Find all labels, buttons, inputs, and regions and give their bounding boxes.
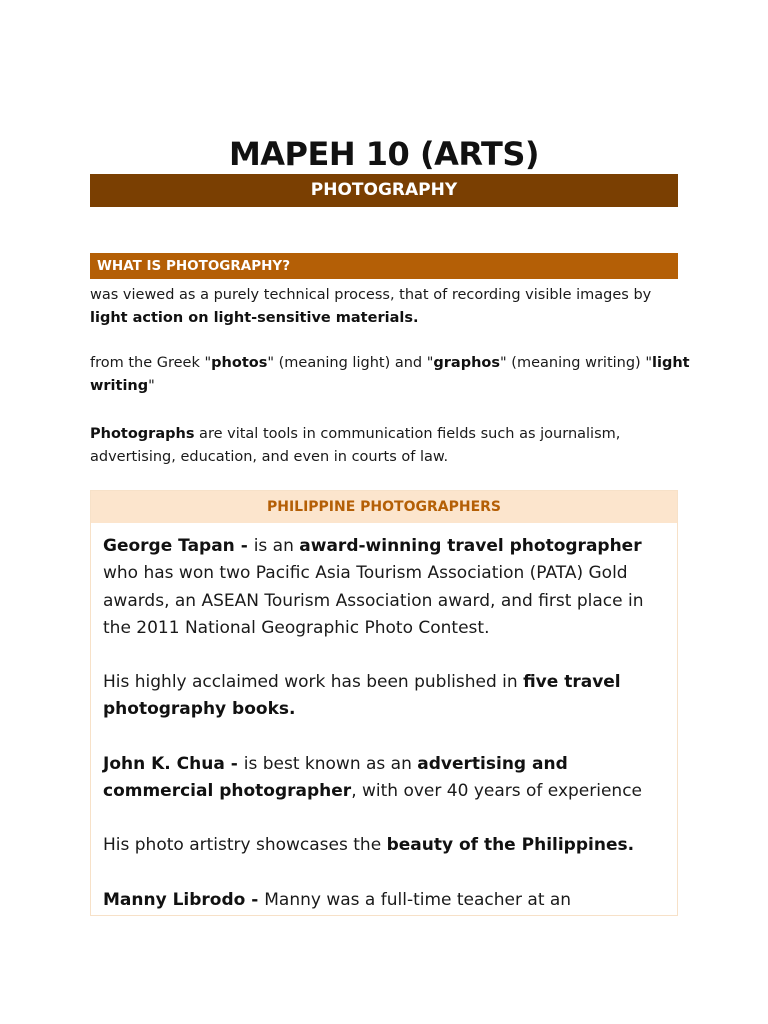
george-bold: award-winning travel photographer <box>299 536 642 556</box>
topic-banner: PHOTOGRAPHY <box>90 174 678 207</box>
george-text-1: is an <box>253 536 300 556</box>
george2-bold: five travel photography books. <box>103 672 621 720</box>
etymology-text-1: from the Greek " <box>90 355 212 371</box>
john-text-1: is best known as an <box>243 753 418 774</box>
george-tapan-paragraph <box>103 533 665 642</box>
photographers-heading: PHILIPPINE PHOTOGRAPHERS <box>91 491 677 523</box>
john-text-2: , with over 40 years of experience <box>351 781 643 802</box>
manny-librodo-name: Manny Librodo - <box>103 889 265 910</box>
manny-text: Manny was a full-time teacher at an <box>264 889 572 910</box>
john-chua-name: John K. Chua - <box>103 753 244 774</box>
etymology-text-4: " <box>148 377 155 394</box>
john-bold: advertising and commercial photographer <box>103 753 568 802</box>
john2-bold: beauty of the Philippines. <box>386 835 635 856</box>
section-heading: WHAT IS PHOTOGRAPHY? <box>90 253 678 279</box>
definition-bold: light action on light-sensitive materials. <box>90 309 419 326</box>
uses-text: are vital tools in communication fields such as journalism, advertising, education, and even in courts of law. <box>90 426 621 465</box>
etymology-graphos: graphos <box>433 355 501 371</box>
etymology-paragraph <box>90 352 690 397</box>
photographers-box <box>90 490 678 916</box>
page-title: MAPEH 10 (ARTS) <box>228 135 540 173</box>
photographers-body <box>91 523 677 914</box>
george-tapan-name: George Tapan - <box>103 536 254 556</box>
etymology-photos: photos <box>211 355 268 371</box>
uses-paragraph <box>90 423 690 468</box>
george-text-2: who has won two Pacific Asia Tourism Association (PATA) Gold awards, an ASEAN Tourism Association award, and first place in the 2011 National Geographic Photo Contest. <box>103 563 644 638</box>
definition-paragraph <box>90 284 690 329</box>
john2-text: His photo artistry showcases the <box>103 835 387 856</box>
etymology-text-3: " (meaning writing) " <box>500 355 652 371</box>
george2-text: His highly acclaimed work has been published in <box>103 672 524 693</box>
definition-text: was viewed as a purely technical process, that of recording visible images by <box>90 287 652 303</box>
etymology-text-2: " (meaning light) and " <box>267 355 434 371</box>
etymology-light-writing: light writing <box>90 355 690 394</box>
uses-bold: Photographs <box>90 426 195 442</box>
john-chua-paragraph <box>103 751 665 806</box>
john-chua-artistry-paragraph <box>103 832 665 859</box>
george-tapan-books-paragraph <box>103 669 665 724</box>
manny-librodo-paragraph <box>103 887 665 914</box>
